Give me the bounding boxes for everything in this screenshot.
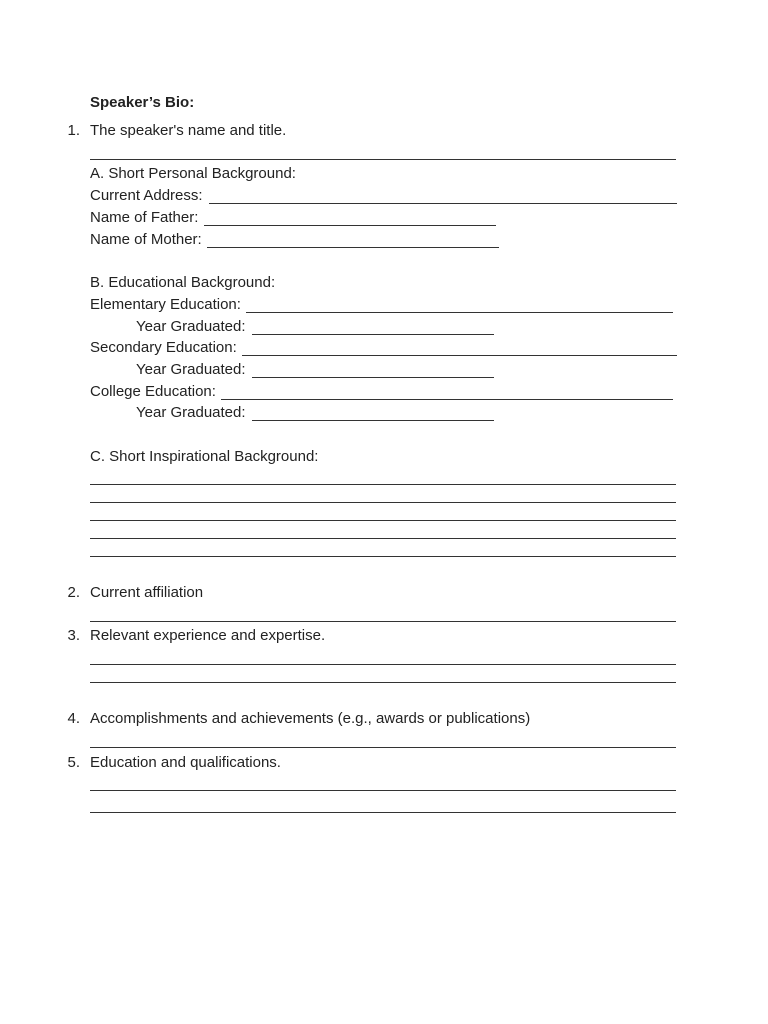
inspirational-line[interactable] xyxy=(90,484,676,485)
current-address-label: Current Address: xyxy=(90,187,203,204)
secondary-education-label: Secondary Education: xyxy=(90,339,237,356)
current-address-line[interactable] xyxy=(209,203,677,204)
experience-line[interactable] xyxy=(90,664,676,665)
mother-name-label: Name of Mother: xyxy=(90,231,202,248)
college-year-label: Year Graduated: xyxy=(136,404,246,421)
elementary-education-line[interactable] xyxy=(246,312,673,313)
educational-background-heading: B. Educational Background: xyxy=(90,274,276,291)
inspirational-background-heading: C. Short Inspirational Background: xyxy=(90,448,319,465)
item-1-label: The speaker's name and title. xyxy=(90,122,287,139)
item-2-number: 2. xyxy=(67,584,80,601)
item-1-number: 1. xyxy=(67,122,80,139)
elementary-year-line[interactable] xyxy=(252,334,494,335)
secondary-year-line[interactable] xyxy=(252,377,494,378)
college-year-line[interactable] xyxy=(252,420,494,421)
college-education-label: College Education: xyxy=(90,383,216,400)
experience-line[interactable] xyxy=(90,682,676,683)
college-education-line[interactable] xyxy=(221,399,673,400)
accomplishments-line[interactable] xyxy=(90,747,676,748)
inspirational-line[interactable] xyxy=(90,556,676,557)
qualifications-line[interactable] xyxy=(90,812,676,813)
father-name-label: Name of Father: xyxy=(90,209,199,226)
item-5-number: 5. xyxy=(67,754,80,771)
inspirational-line[interactable] xyxy=(90,538,676,539)
father-name-line[interactable] xyxy=(204,225,496,226)
item-2-label: Current affiliation xyxy=(90,584,204,601)
elementary-year-label: Year Graduated: xyxy=(136,318,246,335)
speaker-name-title-line[interactable] xyxy=(90,159,676,160)
inspirational-line[interactable] xyxy=(90,502,676,503)
qualifications-line[interactable] xyxy=(90,790,676,791)
personal-background-heading: A. Short Personal Background: xyxy=(90,165,296,182)
elementary-education-label: Elementary Education: xyxy=(90,296,241,313)
item-3-label: Relevant experience and expertise. xyxy=(90,627,326,644)
item-3-number: 3. xyxy=(67,627,80,644)
secondary-year-label: Year Graduated: xyxy=(136,361,246,378)
item-4-number: 4. xyxy=(67,710,80,727)
item-5-label: Education and qualifications. xyxy=(90,754,281,771)
mother-name-line[interactable] xyxy=(207,247,499,248)
secondary-education-line[interactable] xyxy=(242,355,677,356)
form-title: Speaker’s Bio: xyxy=(90,94,195,111)
inspirational-line[interactable] xyxy=(90,520,676,521)
affiliation-line[interactable] xyxy=(90,621,676,622)
item-4-label: Accomplishments and achievements (e.g., awards or publications) xyxy=(90,710,531,727)
